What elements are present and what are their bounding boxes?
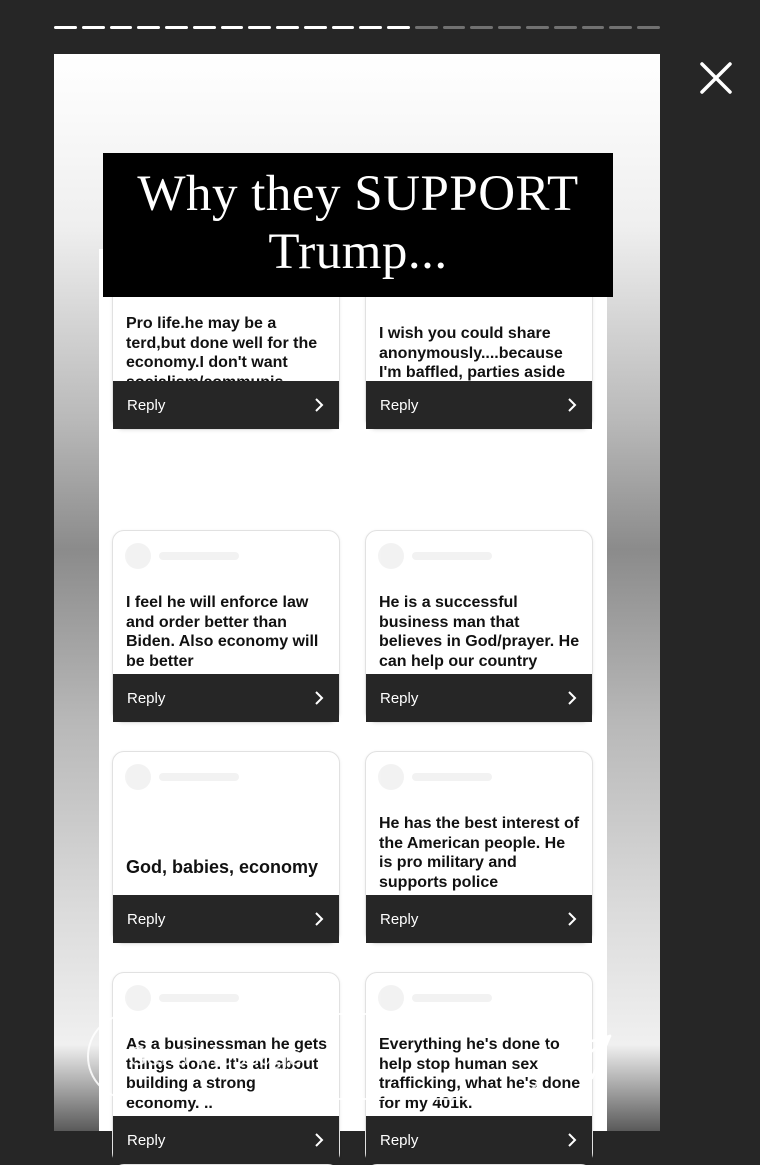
avatar: [378, 985, 578, 1011]
close-button[interactable]: [695, 57, 737, 99]
response-text: I wish you could share anonymously....because I'm baffled, parties aside: [379, 325, 566, 381]
avatar: [378, 764, 578, 790]
close-icon: [695, 57, 737, 99]
progress-segment: [54, 26, 77, 29]
avatar: [378, 543, 578, 569]
progress-segment: [415, 26, 438, 29]
chevron-right-icon: [566, 690, 578, 706]
progress-segment: [221, 26, 244, 29]
reply-button[interactable]: [366, 895, 592, 943]
reply-label: Reply: [127, 396, 166, 414]
progress-segment: [82, 26, 105, 29]
reply-button[interactable]: [366, 1116, 592, 1164]
response-card: [112, 751, 340, 944]
progress-segment: [582, 26, 605, 29]
progress-segment: [609, 26, 632, 29]
reply-button[interactable]: [113, 381, 339, 429]
chevron-right-icon: [566, 397, 578, 413]
progress-segment: [443, 26, 466, 29]
response-text: I feel he will enforce law and order better than Biden. Also economy will be better: [126, 594, 319, 670]
response-card: [112, 530, 340, 723]
response-card: [365, 751, 593, 944]
progress-segment: [137, 26, 160, 29]
progress-segment: [248, 26, 271, 29]
chevron-right-icon: [313, 1132, 325, 1148]
reply-button[interactable]: [113, 674, 339, 722]
avatar: [125, 764, 325, 790]
chevron-right-icon: [313, 911, 325, 927]
response-text: Pro life.he may be a terd,but done well for the economy.I don't want: [126, 315, 318, 371]
reply-label: Reply: [380, 910, 419, 928]
response-text: He has the best interest of the American people. He is pro military and supports police: [379, 815, 580, 891]
avatar: [125, 985, 325, 1011]
progress-segment: [193, 26, 216, 29]
chevron-right-icon: [566, 911, 578, 927]
reply-button[interactable]: [366, 674, 592, 722]
response-card: [365, 530, 593, 723]
chevron-right-icon: [313, 690, 325, 706]
response-text: God, babies, economy: [126, 857, 319, 877]
response-text: He is a successful business man that believes in God/prayer. He can help our country: [379, 594, 580, 670]
reply-label: Reply: [127, 1131, 166, 1149]
paper-plane-icon: [562, 1030, 614, 1082]
progress-segment: [332, 26, 355, 29]
story-media[interactable]: [54, 54, 660, 1149]
chevron-right-icon: [313, 397, 325, 413]
reply-label: Reply: [127, 910, 166, 928]
send-message-input[interactable]: [87, 1013, 548, 1100]
reply-label: Reply: [380, 689, 419, 707]
reply-label: Reply: [380, 1131, 419, 1149]
send-button[interactable]: [562, 1030, 614, 1082]
story-title: Why they SUPPORT Trump...: [103, 153, 613, 297]
question-responses-screenshot: [99, 249, 607, 1149]
avatar: [125, 543, 325, 569]
progress-segment: [554, 26, 577, 29]
progress-segment: [304, 26, 327, 29]
reply-button[interactable]: [113, 895, 339, 943]
story-progress-bar: [54, 26, 660, 30]
reply-button[interactable]: [113, 1116, 339, 1164]
response-text: Everything he's done to help stop human sex trafficking, what he's done for my 401k.: [379, 1036, 581, 1112]
progress-segment: [498, 26, 521, 29]
progress-segment: [110, 26, 133, 29]
progress-segment: [387, 26, 410, 29]
reply-label: Reply: [380, 396, 419, 414]
reply-label: Reply: [127, 689, 166, 707]
progress-segment: [276, 26, 299, 29]
chevron-right-icon: [566, 1132, 578, 1148]
response-text: As a businessman he gets things done. It's all about building a strong economy. ..: [126, 1036, 327, 1112]
reply-button[interactable]: [366, 381, 592, 429]
progress-segment: [165, 26, 188, 29]
progress-segment: [470, 26, 493, 29]
progress-segment: [359, 26, 382, 29]
progress-segment: [526, 26, 549, 29]
progress-segment: [637, 26, 660, 29]
